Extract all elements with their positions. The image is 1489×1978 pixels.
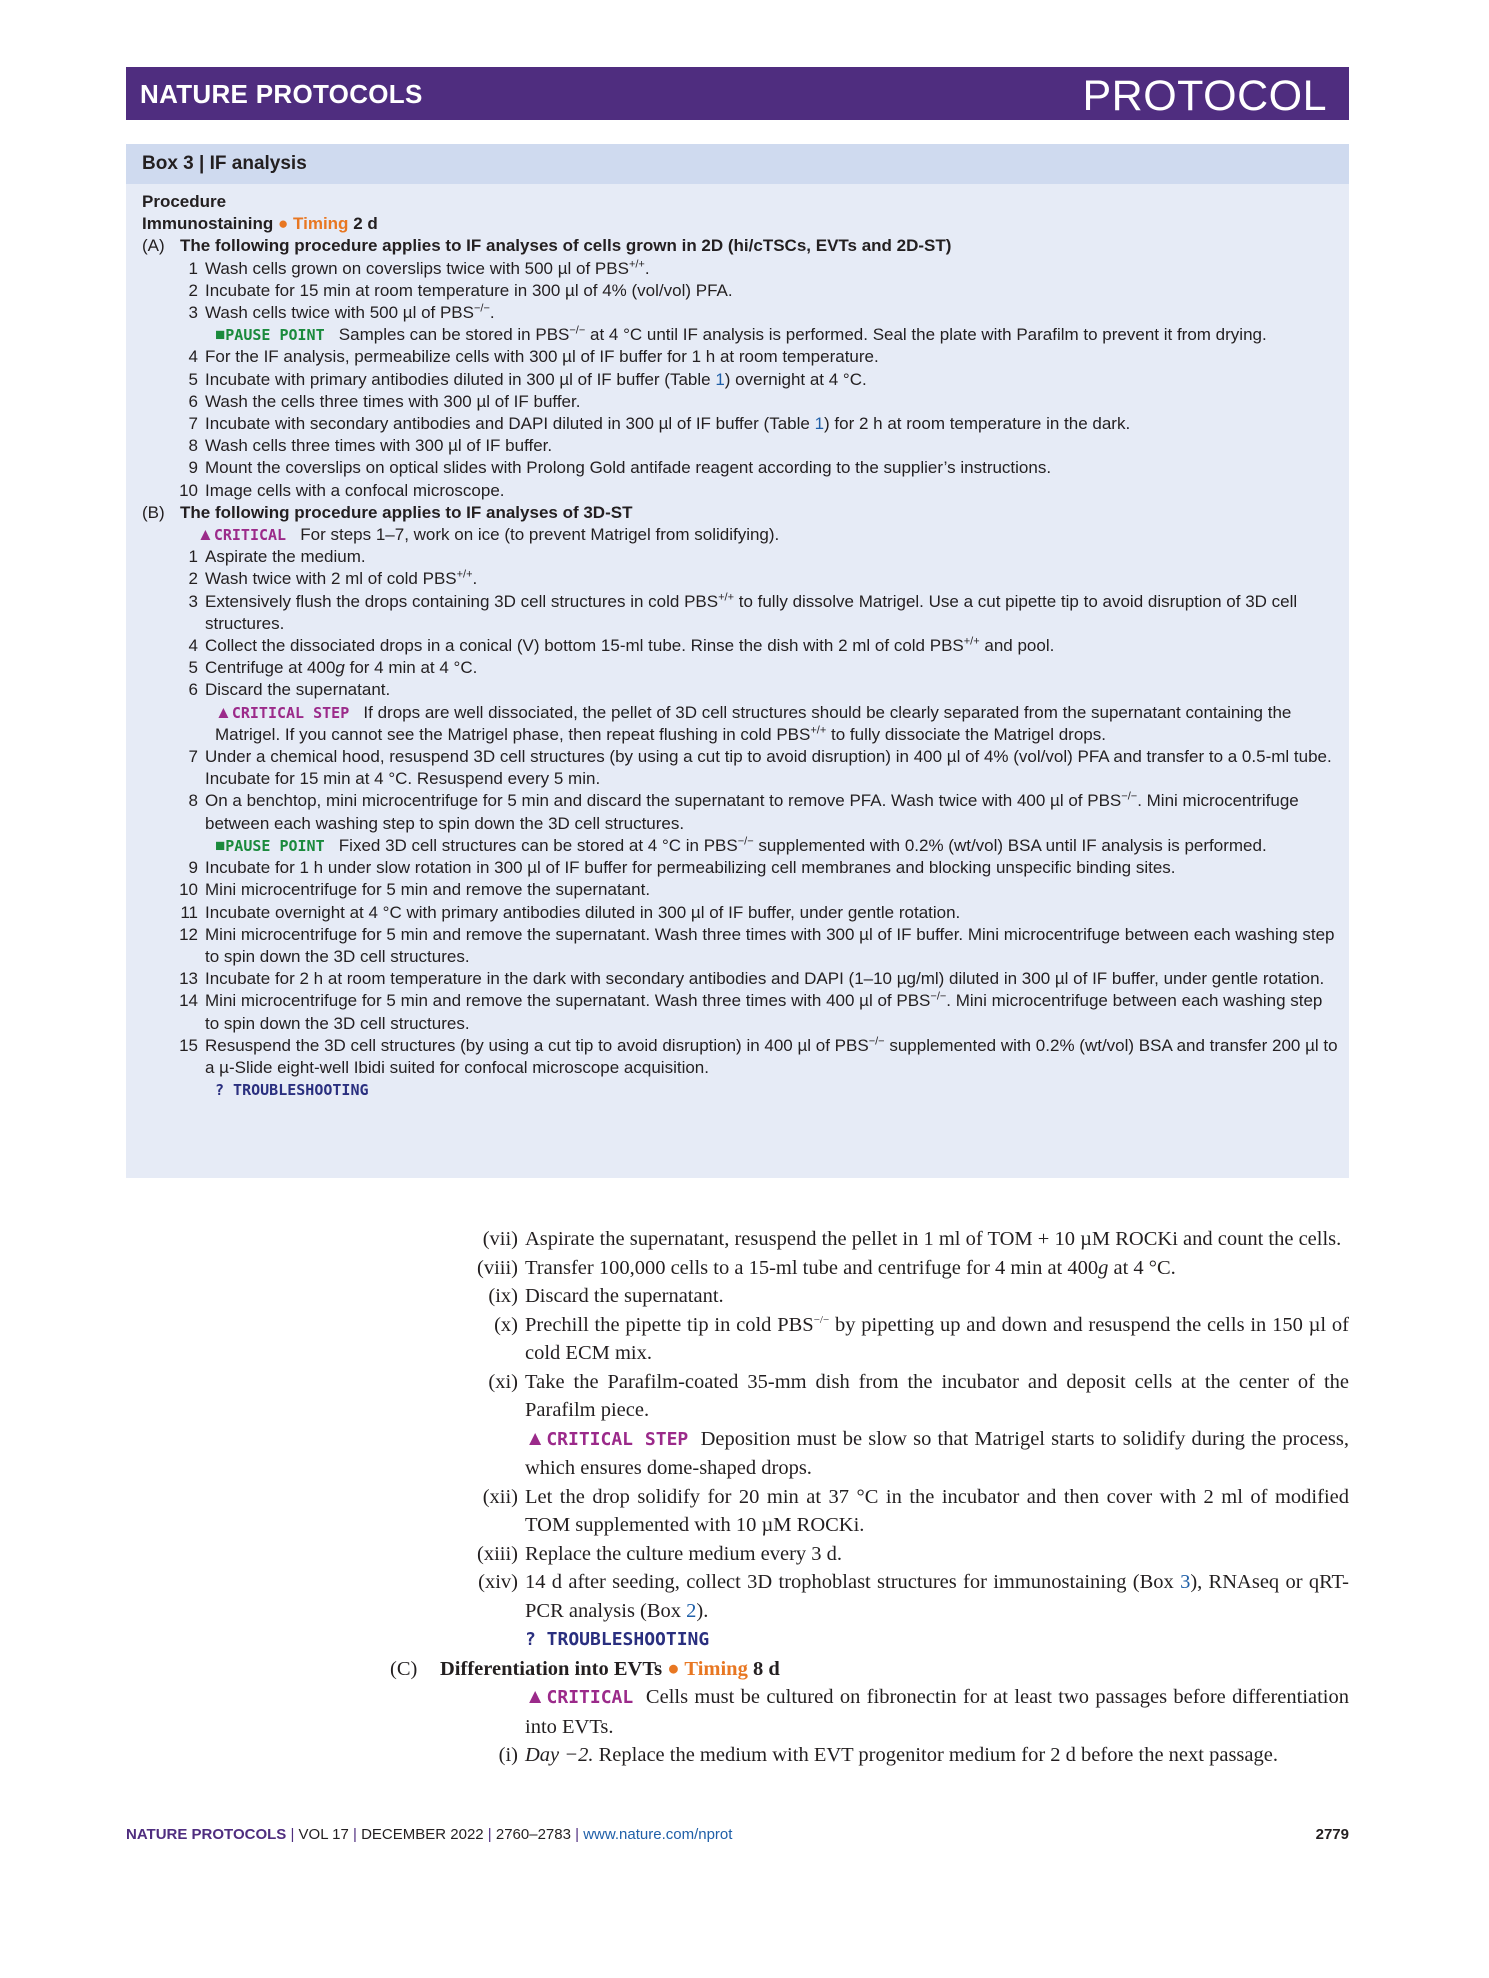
critical-triangle-icon: ▲ [215, 702, 232, 722]
step-b3: 3 Extensively flush the drops containing 3D cell structures in cold PBS+/+ to fully dissolve Matrigel. Use a cut pipette tip to avoid disruption of 3D cell structures. [188, 591, 1298, 633]
step-a3: 3 Wash cells twice with 500 µl of PBS−/−. [188, 302, 495, 323]
pause-point-a: ■PAUSE POINT Samples can be stored in PBS−/− at 4 °C until IF analysis is performed. Seal the plate with Parafilm to prevent it from drying. [215, 324, 1267, 345]
step-xiii: (xiii) Replace the culture medium every 3 d. [477, 1542, 843, 1565]
critical-step-xi: ▲CRITICAL STEP Deposition must be slow so that Matrigel starts to solidify during the process, which ensures dome-shaped drops. [525, 1427, 1349, 1479]
section-b-heading: (B) The following procedure applies to IF analyses of 3D-ST [142, 502, 633, 522]
journal-header [126, 67, 1349, 120]
timing-dot-icon: ● [667, 1657, 680, 1680]
step-b12: 12 Mini microcentrifuge for 5 min and remove the supernatant. Wash three times with 300 µl of IF buffer. Mini microcentrifuge between each washing step to spin down the 3D cell structures. [179, 924, 1335, 966]
step-b1: 1 Aspirate the medium. [188, 547, 366, 567]
step-ix: (ix) Discard the supernatant. [488, 1285, 724, 1307]
box-3 [126, 144, 1349, 1178]
step-b7: 7 Under a chemical hood, resuspend 3D cell structures (by using a cut tip to avoid disruption) in 400 µl of 4% (vol/vol) PFA and transfer to a 0.5-ml tube. Incubate for 15 min at 4 °C. Resuspend every 5 min. [188, 747, 1332, 789]
step-b9: 9 Incubate for 1 h under slow rotation in 300 µl of IF buffer for permeabilizing cell membranes and blocking unspecific binding sites. [188, 858, 1176, 878]
critical-b: ▲CRITICAL For steps 1–7, work on ice (to prevent Matrigel from solidifying). [197, 525, 780, 545]
step-xiv: (xiv) 14 d after seeding, collect 3D trophoblast structures for immunostaining (Box 3), RNAseq or qRT-PCR analysis (Box 2). [478, 1571, 1349, 1622]
step-viii: (viii) Transfer 100,000 cells to a 15-ml tube and centrifuge for 4 min at 400g at 4 °C. [477, 1256, 1176, 1279]
step-b6: 6 Discard the supernatant. [188, 680, 391, 700]
box-3-link[interactable]: 3 [1180, 1571, 1191, 1593]
critical-triangle-icon: ▲ [197, 525, 214, 545]
step-b2: 2 Wash twice with 2 ml of cold PBS+/+. [188, 568, 478, 589]
article-type: PROTOCOL [1082, 72, 1327, 120]
step-vii: (vii) Aspirate the supernatant, resuspend the pellet in 1 ml of TOM + 10 µM ROCKi and count the cells. [482, 1228, 1342, 1250]
immuno-heading: Immunostaining ● Timing 2 d [142, 214, 378, 234]
step-xii: (xii) Let the drop solidify for 20 min at 37 °C in the incubator and then cover with 2 ml of modified TOM supplemented with 10 µM ROCKi. [482, 1485, 1349, 1536]
step-a8: 8 Wash cells three times with 300 µl of IF buffer. [188, 436, 553, 456]
page-footer [126, 1826, 1349, 1843]
step-a9: 9 Mount the coverslips on optical slides with Prolong Gold antifade reagent according to the supplier’s instructions. [188, 458, 1052, 478]
table-link[interactable]: 1 [715, 369, 725, 389]
step-a4: 4 For the IF analysis, permeabilize cells with 300 µl of IF buffer for 1 h at room temperature. [188, 347, 879, 367]
section-a-heading: (A) The following procedure applies to IF analyses of cells grown in 2D (hi/cTSCs, EVTs and 2D-ST) [142, 236, 952, 256]
step-b11: 11 Incubate overnight at 4 °C with primary antibodies diluted in 300 µl of IF buffer, under gentle rotation. [180, 902, 961, 922]
pause-square-icon: ■ [215, 835, 226, 855]
step-xi: (xi) Take the Parafilm-coated 35-mm dish from the incubator and deposit cells at the center of the Parafilm piece. [488, 1370, 1349, 1421]
section-c-heading: (C) Differentiation into EVTs ● Timing 8 d [390, 1657, 780, 1680]
critical-c: ▲CRITICAL Cells must be cultured on fibronectin for at least two passages before differentiation into EVTs. [525, 1686, 1350, 1738]
step-b4: 4 Collect the dissociated drops in a conical (V) bottom 15-ml tube. Rinse the dish with 2 ml of cold PBS+/+ and pool. [188, 635, 1055, 656]
critical-triangle-icon: ▲ [525, 1686, 547, 1708]
timing-dot-icon: ● [278, 214, 289, 234]
page-number: 2779 [1315, 1826, 1349, 1843]
critical-step-b6: ▲CRITICAL STEP If drops are well dissociated, the pellet of 3D cell structures should be clearly separated from the supernatant containing the Matrigel. If you cannot see the Matrigel phase, then repeat flushing in cold PBS+/+ to fully dissociate the Matrigel drops. [215, 702, 1292, 744]
troubleshooting-link[interactable]: ? TROUBLESHOOTING [215, 1081, 369, 1100]
step-a5: 5 Incubate with primary antibodies diluted in 300 µl of IF buffer (Table 1) overnight at 4 °C. [188, 369, 867, 389]
step-a1: 1 Wash cells grown on coverslips twice with 500 µl of PBS+/+. [188, 257, 650, 278]
step-b14: 14 Mini microcentrifuge for 5 min and remove the supernatant. Wash three times with 400 µl of PBS−/−. Mini microcentrifuge between each washing step to spin down the 3D cell structures. [179, 990, 1323, 1033]
pause-point-b: ■PAUSE POINT Fixed 3D cell structures can be stored at 4 °C in PBS−/− supplemented with 0.2% (wt/vol) BSA until IF analysis is performed. [215, 835, 1267, 855]
procedure-label: Procedure [142, 192, 227, 211]
box-title: Box 3 | IF analysis [126, 144, 1349, 184]
step-c-i: (i) Day −2. Replace the medium with EVT progenitor medium for 2 d before the next passage. [498, 1744, 1278, 1766]
box-content [142, 191, 1338, 1101]
step-a6: 6 Wash the cells three times with 300 µl of IF buffer. [188, 391, 581, 411]
step-a7: 7 Incubate with secondary antibodies and DAPI diluted in 300 µl of IF buffer (Table 1) for 2 h at room temperature in the dark. [188, 414, 1131, 434]
step-b8: 8 On a benchtop, mini microcentrifuge for 5 min and discard the supernatant to remove PFA. Wash twice with 400 µl of PBS−/−. Mini microcentrifuge between each washing step to spin down the 3D cell structures. [188, 790, 1299, 833]
critical-triangle-icon: ▲ [525, 1427, 547, 1450]
main-text [390, 1225, 1350, 1770]
step-b13: 13 Incubate for 2 h at room temperature in the dark with secondary antibodies and DAPI (1–10 µg/ml) diluted in 300 µl of IF buffer, under gentle rotation. [179, 969, 1325, 989]
step-b5: 5 Centrifuge at 400g for 4 min at 4 °C. [188, 658, 478, 678]
table-link[interactable]: 1 [814, 414, 825, 434]
journal-url-link[interactable]: www.nature.com/nprot [583, 1826, 733, 1843]
journal-name: NATURE PROTOCOLS [140, 79, 423, 109]
box-2-link[interactable]: 2 [686, 1599, 697, 1622]
pause-square-icon: ■ [215, 325, 226, 345]
troubleshooting-link-main[interactable]: ? TROUBLESHOOTING [525, 1629, 710, 1650]
footer-citation: NATURE PROTOCOLS | VOL 17 | DECEMBER 2022 | 2760–2783 | www.nature.com/nprot [126, 1826, 733, 1843]
step-x: (x) Prechill the pipette tip in cold PBS−/− by pipetting up and down and resuspend the cells in 150 µl of cold ECM mix. [494, 1313, 1349, 1364]
step-b10: 10 Mini microcentrifuge for 5 min and remove the supernatant. [179, 880, 651, 900]
step-a2: 2 Incubate for 15 min at room temperature in 300 µl of 4% (vol/vol) PFA. [188, 280, 733, 300]
step-a10: 10 Image cells with a confocal microscope. [179, 480, 505, 500]
step-b15: 15 Resuspend the 3D cell structures (by using a cut tip to avoid disruption) in 400 µl of PBS−/− supplemented with 0.2% (wt/vol) BSA and transfer 200 µl to a µ-Slide eight-well Ibidi suited for confocal microscope acquisition. [179, 1035, 1338, 1077]
